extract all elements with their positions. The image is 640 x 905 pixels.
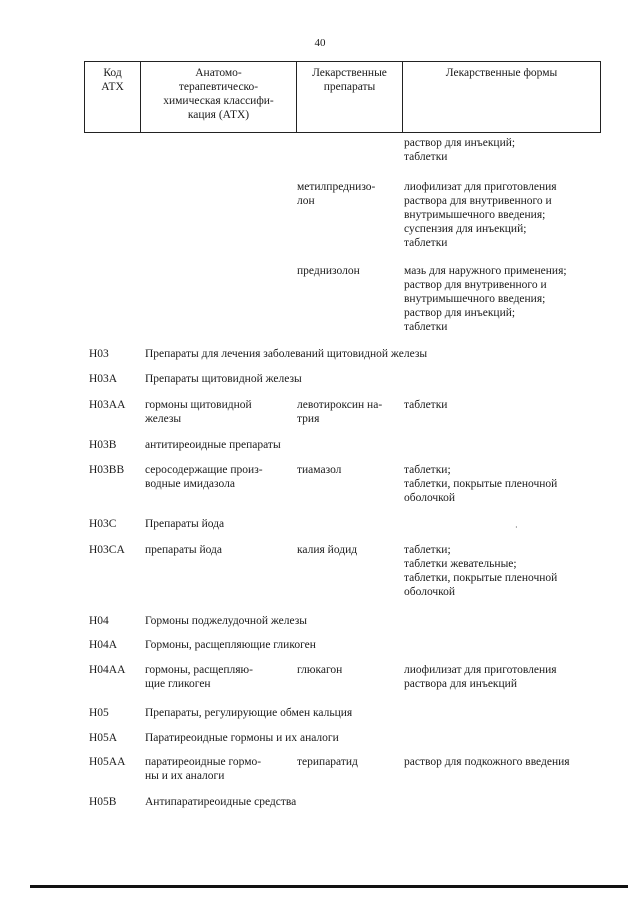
drug-name: левотироксин на- трия <box>297 399 383 425</box>
atc-code: H03 <box>89 348 109 360</box>
atc-code: H04AA <box>89 664 126 676</box>
atc-code: H04 <box>89 615 109 627</box>
table-header <box>84 61 601 133</box>
atc-classification: Препараты, регулирующие обмен кальция <box>145 707 353 719</box>
drug-name: калия йодид <box>297 544 358 556</box>
atc-code: H05 <box>89 707 109 719</box>
atc-code: H05AA <box>89 756 126 768</box>
atc-code: H03C <box>89 518 117 530</box>
atc-code: H05A <box>89 732 118 744</box>
page-number: 40 <box>314 37 326 49</box>
dosage-forms: лиофилизат для приготовления раствора для внутривенного и внутримышечного введения; суспензия для инъекций; таблетки <box>404 181 557 249</box>
atc-classification: Гормоны, расщепляющие гликоген <box>145 639 316 651</box>
atc-code: H03AA <box>89 399 126 411</box>
drug-name: преднизолон <box>297 265 360 277</box>
atc-classification: антитиреоидные препараты <box>145 439 281 451</box>
atc-classification: Гормоны поджелудочной железы <box>145 615 308 627</box>
header-code: Код АТХ <box>85 62 141 133</box>
atc-code: H04A <box>89 639 118 651</box>
dosage-forms: мазь для наружного применения; раствор для внутривенного и внутримышечного введения; раствор для инъекций; таблетки <box>404 265 567 333</box>
dosage-forms: раствор для инъекций; таблетки <box>404 137 516 163</box>
atc-classification: Препараты для лечения заболеваний щитовидной железы <box>145 348 428 360</box>
atc-classification: гормоны, расщепляю- щие гликоген <box>145 664 253 690</box>
atc-code: H03CA <box>89 544 125 556</box>
drug-name: глюкагон <box>297 664 343 676</box>
atc-classification: Препараты щитовидной железы <box>145 373 302 385</box>
atc-classification: Препараты йода <box>145 518 225 530</box>
atc-code: H03A <box>89 373 118 385</box>
atc-code: H03BB <box>89 464 125 476</box>
atc-classification: Антипаратиреоидные средства <box>145 796 297 808</box>
atc-classification: паратиреоидные гормо- ны и их аналоги <box>145 756 262 782</box>
bottom-rule <box>30 885 628 888</box>
drug-name: тиамазол <box>297 464 342 476</box>
dosage-forms: таблетки; таблетки, покрытые пленочной оболочкой <box>404 464 558 504</box>
header-forms: Лекарственные формы <box>403 62 601 133</box>
header-drugs: Лекарственные препараты <box>297 62 403 133</box>
dosage-forms: таблетки <box>404 399 448 411</box>
atc-classification: препараты йода <box>145 544 222 556</box>
atc-code: H05B <box>89 796 117 808</box>
drug-name: терипаратид <box>297 756 358 768</box>
stray-mark: · <box>515 523 518 532</box>
drug-name: метилпреднизо- лон <box>297 181 376 207</box>
dosage-forms: таблетки; таблетки жевательные; таблетки, покрытые пленочной оболочкой <box>404 544 558 598</box>
atc-classification: Паратиреоидные гормоны и их аналоги <box>145 732 339 744</box>
dosage-forms: раствор для подкожного введения <box>404 756 570 768</box>
atc-classification: гормоны щитовидной железы <box>145 399 252 425</box>
header-classification: Анатомо- терапевтическо- химическая классифи- кация (АТХ) <box>141 62 297 133</box>
atc-code: H03B <box>89 439 117 451</box>
dosage-forms: лиофилизат для приготовления раствора для инъекций <box>404 664 557 690</box>
atc-classification: серосодержащие произ- водные имидазола <box>145 464 263 490</box>
